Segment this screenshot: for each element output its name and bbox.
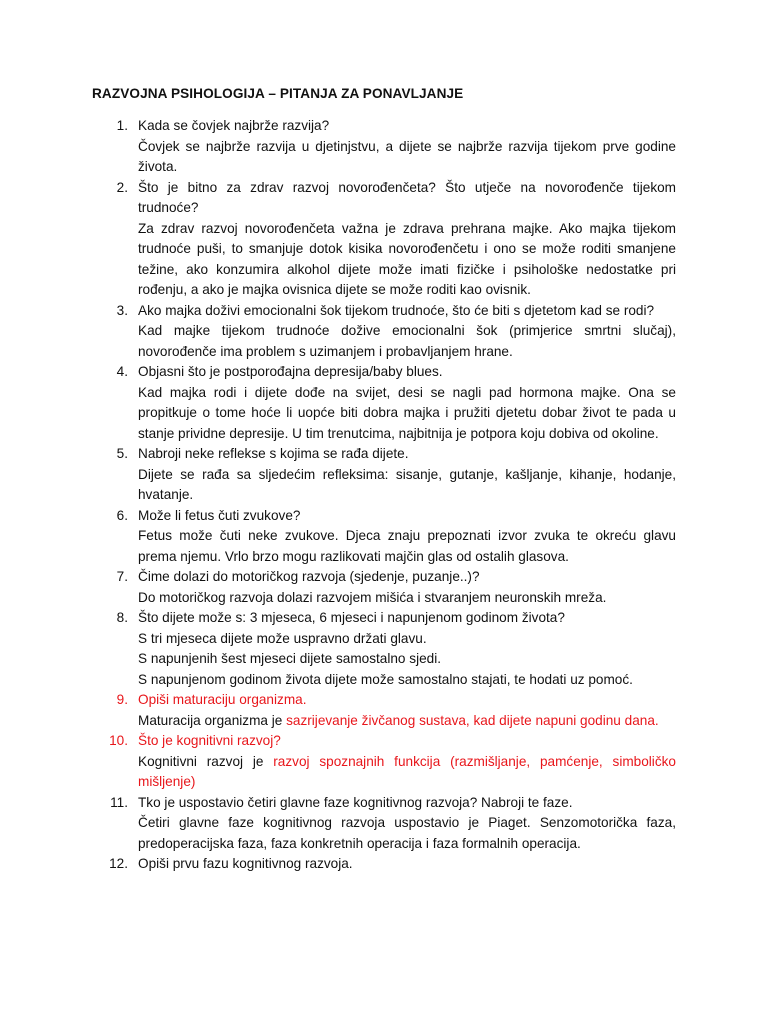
item-number: 6. bbox=[116, 507, 128, 523]
answer-text: Čovjek se najbrže razvija u djetinjstvu, a dijete se najbrže razvija tijekom prve godine života. bbox=[138, 138, 676, 174]
answer-text: Za zdrav razvoj novorođenčeta važna je zdrava prehrana majke. Ako majka tijekom trudnoće puši, to smanjuje dotok kisika novorođenčetu i ono se može roditi smanjene težine, ako konzumira alkohol dijete može imati fizičke i psihološke nedostatke pri rođenju, a ako je majka ovisnica dijete se može roditi kao ovisnik. bbox=[138, 220, 676, 297]
list-item bbox=[92, 178, 676, 301]
answer-prefix: Kognitivni razvoj je bbox=[138, 753, 274, 769]
list-item bbox=[92, 444, 676, 506]
item-number: 1. bbox=[116, 118, 128, 133]
item-body bbox=[138, 178, 676, 301]
list-item bbox=[92, 731, 676, 793]
item-number: 7. bbox=[116, 569, 128, 584]
item-number: 8. bbox=[116, 610, 128, 625]
list-item bbox=[92, 362, 676, 444]
item-number: 10. bbox=[109, 733, 128, 748]
answer-text: Do motoričkog razvoja dolazi razvojem mišića i stvaranjem neuronskih mreža. bbox=[138, 589, 607, 605]
answer-highlight: sazrijevanje živčanog sustava, kad dijete napuni godinu dana. bbox=[286, 712, 659, 728]
answer-text bbox=[138, 711, 676, 732]
item-body bbox=[138, 690, 676, 731]
list-item bbox=[92, 506, 676, 568]
item-body bbox=[138, 116, 676, 178]
answer-line: S tri mjeseca dijete može uspravno držati glavu. bbox=[138, 630, 427, 646]
question-text: Može li fetus čuti zvukove? bbox=[138, 507, 301, 523]
list-item bbox=[92, 116, 676, 178]
document-title: RAZVOJNA PSIHOLOGIJA – PITANJA ZA PONAVLJANJE bbox=[92, 86, 464, 101]
question-list bbox=[92, 116, 676, 875]
item-body bbox=[138, 506, 676, 568]
question-text: Što je bitno za zdrav razvoj novorođenčeta? Što utječe na novorođenče tijekom trudnoće? bbox=[138, 179, 676, 215]
question-text: Čime dolazi do motoričkog razvoja (sjedenje, puzanje..)? bbox=[138, 569, 480, 584]
question-text: Što dijete može s: 3 mjeseca, 6 mjeseci i napunjenom godinom života? bbox=[138, 610, 565, 625]
item-number: 2. bbox=[116, 179, 128, 195]
item-body bbox=[138, 731, 676, 793]
item-body bbox=[138, 854, 676, 875]
item-body bbox=[138, 301, 676, 363]
question-text: Kada se čovjek najbrže razvija? bbox=[138, 118, 330, 133]
list-item bbox=[92, 608, 676, 690]
answer-text: Četiri glavne faze kognitivnog razvoja uspostavio je Piaget. Senzomotorička faza, predoperacijska faza, faza konkretnih operacija i faza formalnih operacija. bbox=[138, 815, 676, 851]
answer-text: Kad majke tijekom trudnoće dožive emocionalni šok (primjerice smrtni slučaj), novorođenče ima problem s uzimanjem i probavljanjem hrane. bbox=[138, 323, 676, 359]
list-item bbox=[92, 690, 676, 731]
answer-text bbox=[138, 752, 676, 793]
question-text: Nabroji neke reflekse s kojima se rađa dijete. bbox=[138, 446, 409, 461]
question-text: Opiši maturaciju organizma. bbox=[138, 692, 307, 707]
question-text: Ako majka doživi emocionalni šok tijekom trudnoće, što će biti s djetetom kad se rodi? bbox=[138, 302, 655, 318]
answer-text: Dijete se rađa sa sljedećim refleksima: sisanje, gutanje, kašljanje, kihanje, hodanje, hvatanje. bbox=[138, 466, 676, 502]
item-number: 4. bbox=[116, 364, 128, 379]
item-number: 3. bbox=[116, 302, 128, 318]
question-text: Opiši prvu fazu kognitivnog razvoja. bbox=[138, 856, 353, 871]
answer-text: Kad majka rodi i dijete dođe na svijet, desi se nagli pad hormona majke. Ona se propitkuje o tome hoće li uopće biti dobra majka i pružiti djetetu dobar život te pada u stanje prividne depresije. U tim trenutcima, najbitnija je potpora koju dobiva od okoline. bbox=[138, 384, 676, 441]
list-item bbox=[92, 301, 676, 363]
list-item bbox=[92, 567, 676, 608]
question-text: Što je kognitivni razvoj? bbox=[138, 733, 281, 748]
answer-text: Fetus može čuti neke zvukove. Djeca znaju prepoznati izvor zvuka te okreću glavu prema njemu. Vrlo brzo mogu razlikovati majčin glas od ostalih glasova. bbox=[138, 528, 676, 564]
answer-highlight: razvoj spoznajnih funkcija (razmišljanje, pamćenje, simboličko mišljenje) bbox=[138, 753, 676, 789]
answer-line: S napunjenih šest mjeseci dijete samostalno sjedi. bbox=[138, 651, 442, 666]
list-item bbox=[92, 793, 676, 855]
question-text: Objasni što je postporođajna depresija/baby blues. bbox=[138, 364, 443, 379]
item-number: 11. bbox=[110, 794, 128, 810]
item-number: 5. bbox=[116, 446, 128, 461]
item-body bbox=[138, 567, 676, 608]
list-item bbox=[92, 854, 676, 875]
item-body bbox=[138, 362, 676, 444]
item-body bbox=[138, 793, 676, 855]
question-text: Tko je uspostavio četiri glavne faze kognitivnog razvoja? Nabroji te faze. bbox=[138, 794, 573, 810]
answer-line: S napunjenom godinom života dijete može samostalno stajati, te hodati uz pomoć. bbox=[138, 671, 633, 687]
answer-prefix: Maturacija organizma je bbox=[138, 712, 287, 728]
item-number: 12. bbox=[109, 856, 128, 871]
item-number: 9. bbox=[116, 692, 128, 707]
item-body bbox=[138, 608, 676, 690]
item-body bbox=[138, 444, 676, 506]
